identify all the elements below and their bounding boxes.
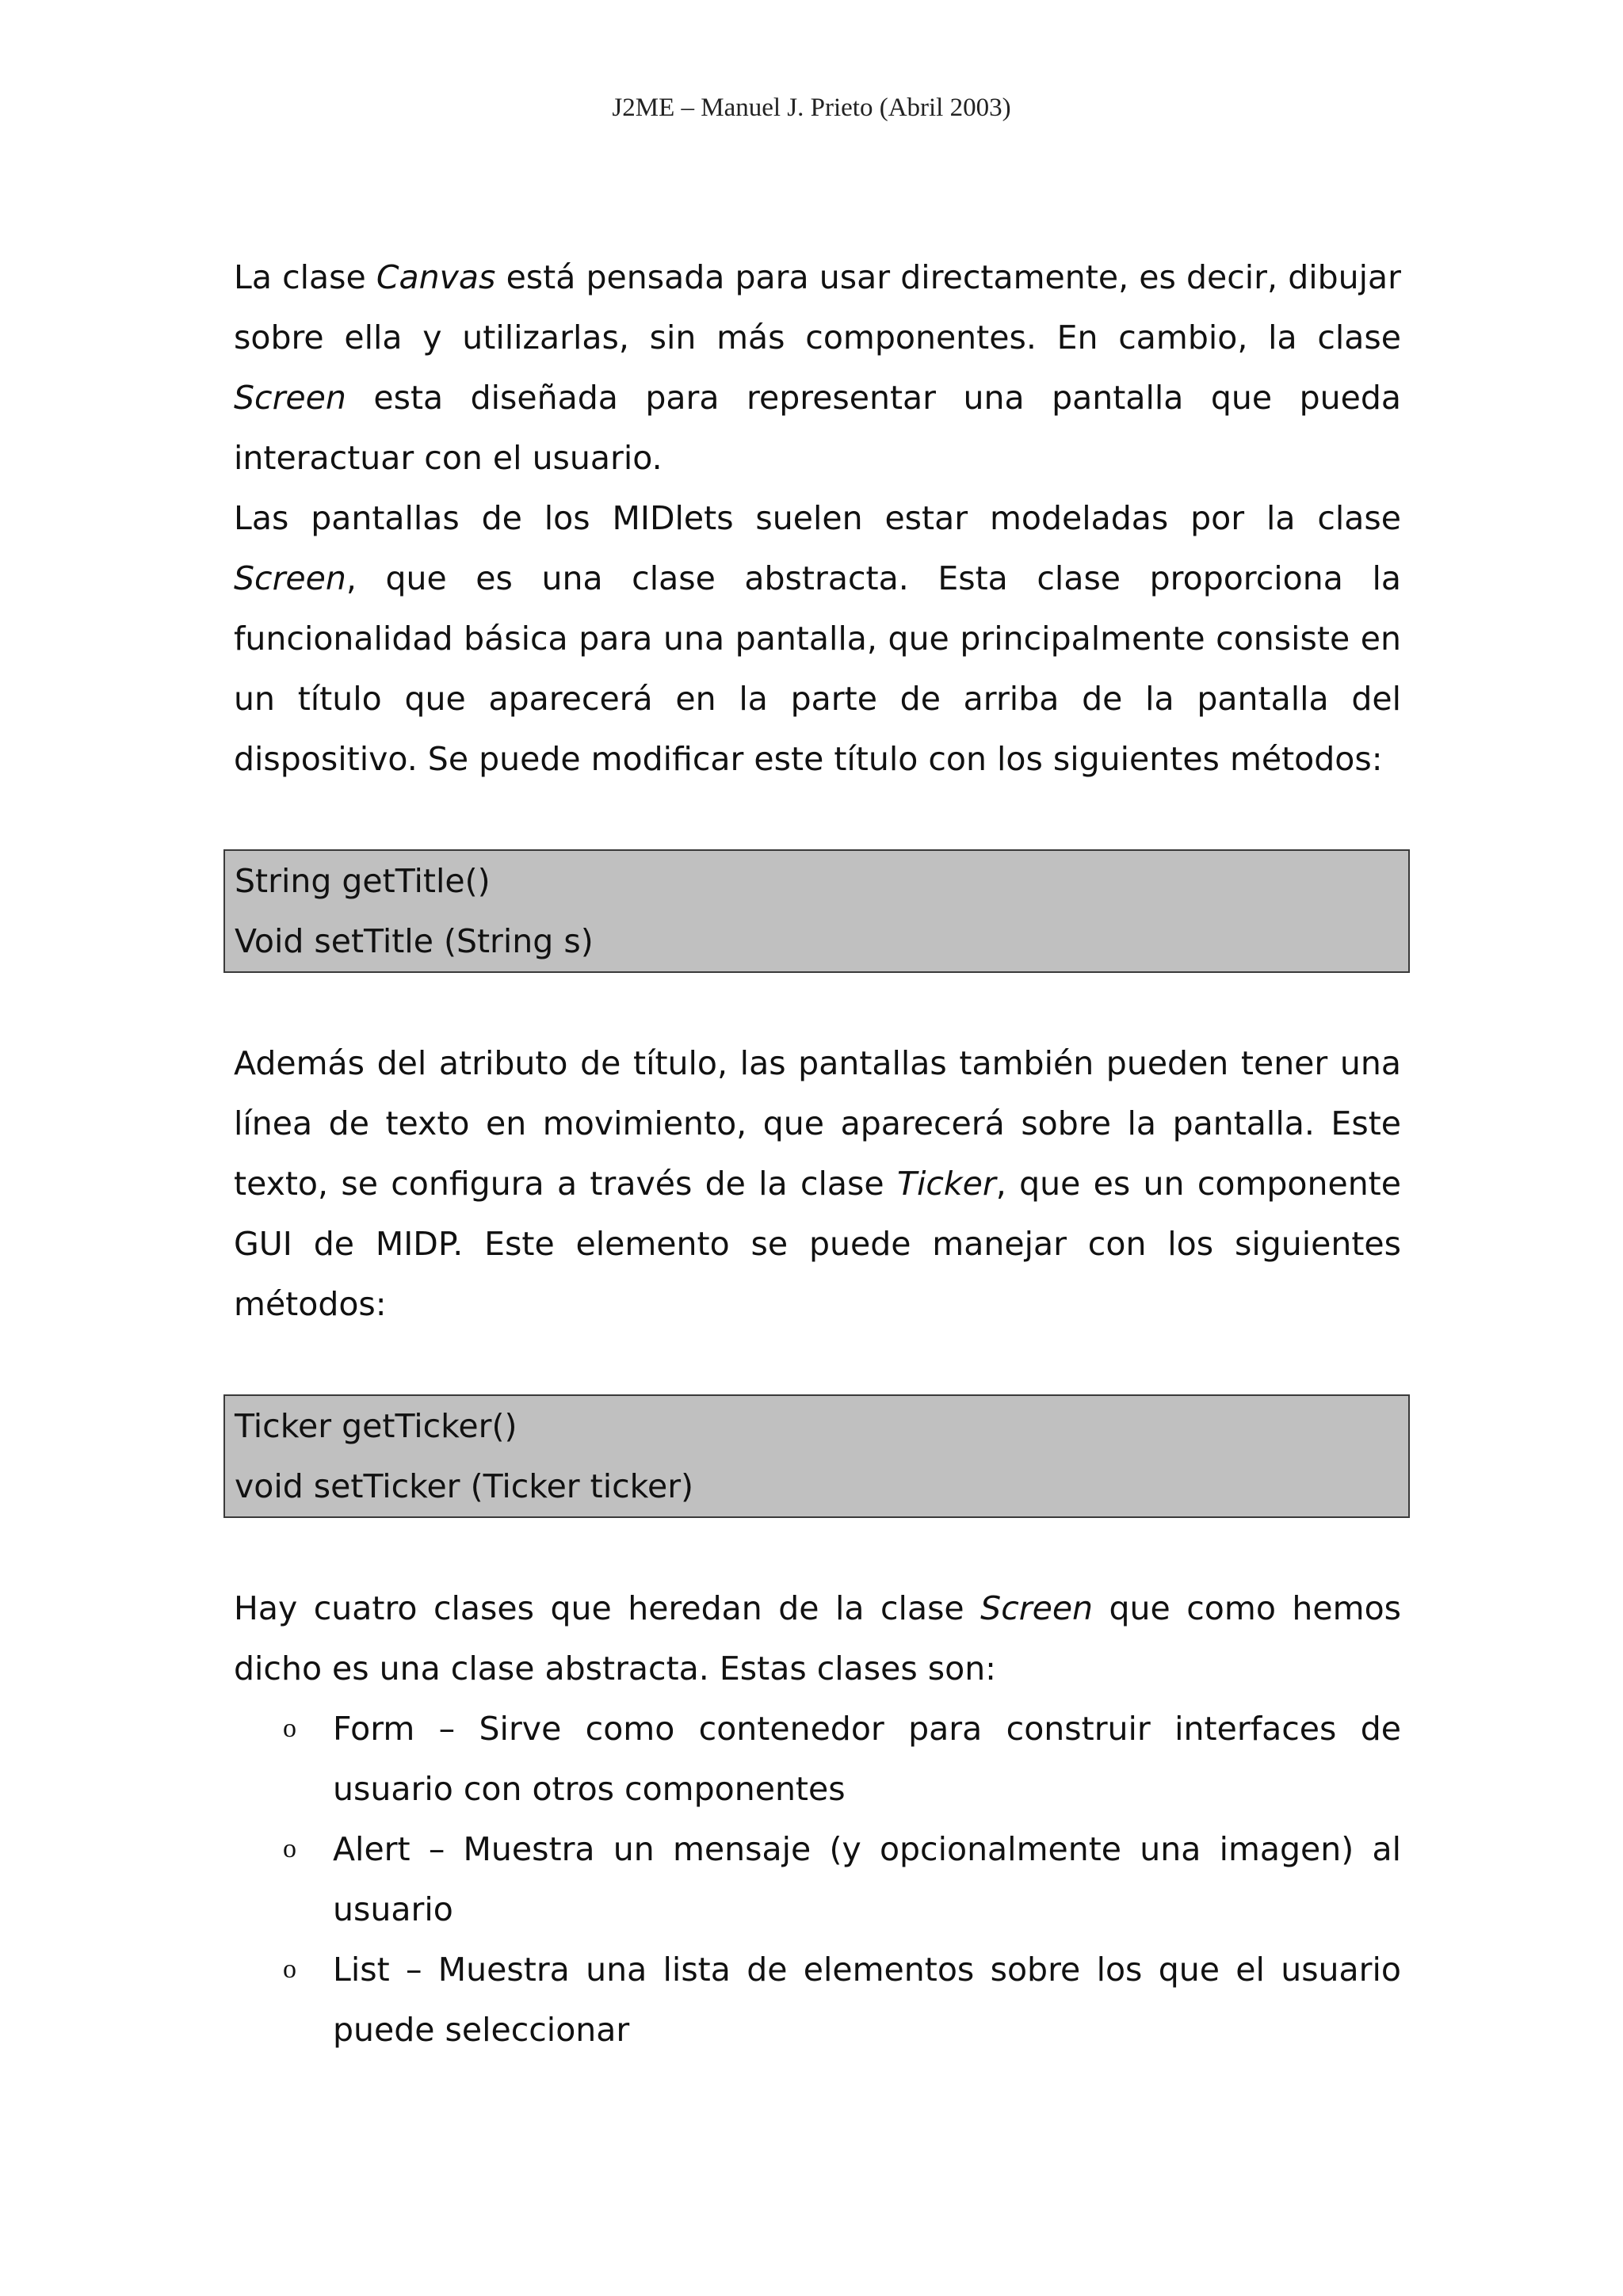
list-item xyxy=(234,1819,1401,1939)
code-line: String getTitle() xyxy=(235,862,491,900)
paragraph-ticker xyxy=(234,1033,1401,1334)
italic-term-screen: Screen xyxy=(234,559,346,597)
bullet-marker: o xyxy=(283,1834,296,1863)
bullet-marker: o xyxy=(283,1714,296,1743)
text-run: esta diseñada para representar una pantalla que pueda interactuar con el usuario. xyxy=(234,379,1401,477)
spacer xyxy=(234,789,1401,849)
spacer xyxy=(234,1334,1401,1394)
text-run: Además del atributo de título, las pantallas también pueden tener una línea de texto en movimiento, que aparecerá sobre la pantalla. Este texto, se configura a través de la clase xyxy=(234,1044,1401,1203)
code-line: Ticker getTicker() xyxy=(235,1407,517,1445)
text-run: , que es una clase abstracta. Esta clase proporciona la funcionalidad básica para una pantalla, que principalmente consiste en un título que aparecerá en la parte de arriba de la pantalla del dispositivo. Se puede modificar este título con los siguientes métodos: xyxy=(234,559,1401,778)
code-line: void setTicker (Ticker ticker) xyxy=(235,1467,694,1505)
page-header: J2ME – Manuel J. Prieto (Abril 2003) xyxy=(612,93,1011,122)
screen-subclass-list xyxy=(234,1699,1401,2060)
list-item xyxy=(234,1699,1401,1819)
list-item xyxy=(234,1939,1401,2060)
list-item-text: List – Muestra una lista de elementos sobre los que el usuario puede seleccionar xyxy=(333,1951,1401,2049)
italic-term-ticker: Ticker xyxy=(896,1165,996,1203)
code-block-title-methods xyxy=(223,849,1410,973)
document-body xyxy=(234,247,1401,2060)
text-run: La clase xyxy=(234,258,376,296)
italic-term-screen: Screen xyxy=(980,1589,1094,1627)
paragraph-midlet-screens xyxy=(234,488,1401,789)
text-run: que como hemos dicho es una clase abstracta. Estas clases son: xyxy=(234,1589,1402,1688)
paragraph-canvas-screen xyxy=(234,247,1401,488)
paragraph-screen-subclasses xyxy=(234,1578,1401,1699)
list-item-text: Alert – Muestra un mensaje (y opcionalmente una imagen) al usuario xyxy=(333,1830,1401,1928)
italic-term-screen: Screen xyxy=(234,379,346,417)
spacer xyxy=(234,973,1401,1033)
text-run: Las pantallas de los MIDlets suelen estar modeladas por la clase xyxy=(234,499,1401,537)
spacer xyxy=(234,1518,1401,1578)
code-block-ticker-methods xyxy=(223,1394,1410,1518)
italic-term-canvas: Canvas xyxy=(376,258,496,296)
text-run: Hay cuatro clases que heredan de la clase xyxy=(234,1589,981,1627)
text-run: está pensada para usar directamente, es decir, dibujar sobre ella y utilizarlas, sin más componentes. En cambio, la clase xyxy=(234,258,1402,357)
list-item-text: Form – Sirve como contenedor para construir interfaces de usuario con otros componentes xyxy=(333,1710,1401,1808)
bullet-marker: o xyxy=(283,1955,296,1984)
text-run: , que es un componente GUI de MIDP. Este elemento se puede manejar con los siguientes métodos: xyxy=(234,1165,1401,1323)
code-line: Void setTitle (String s) xyxy=(235,922,594,960)
